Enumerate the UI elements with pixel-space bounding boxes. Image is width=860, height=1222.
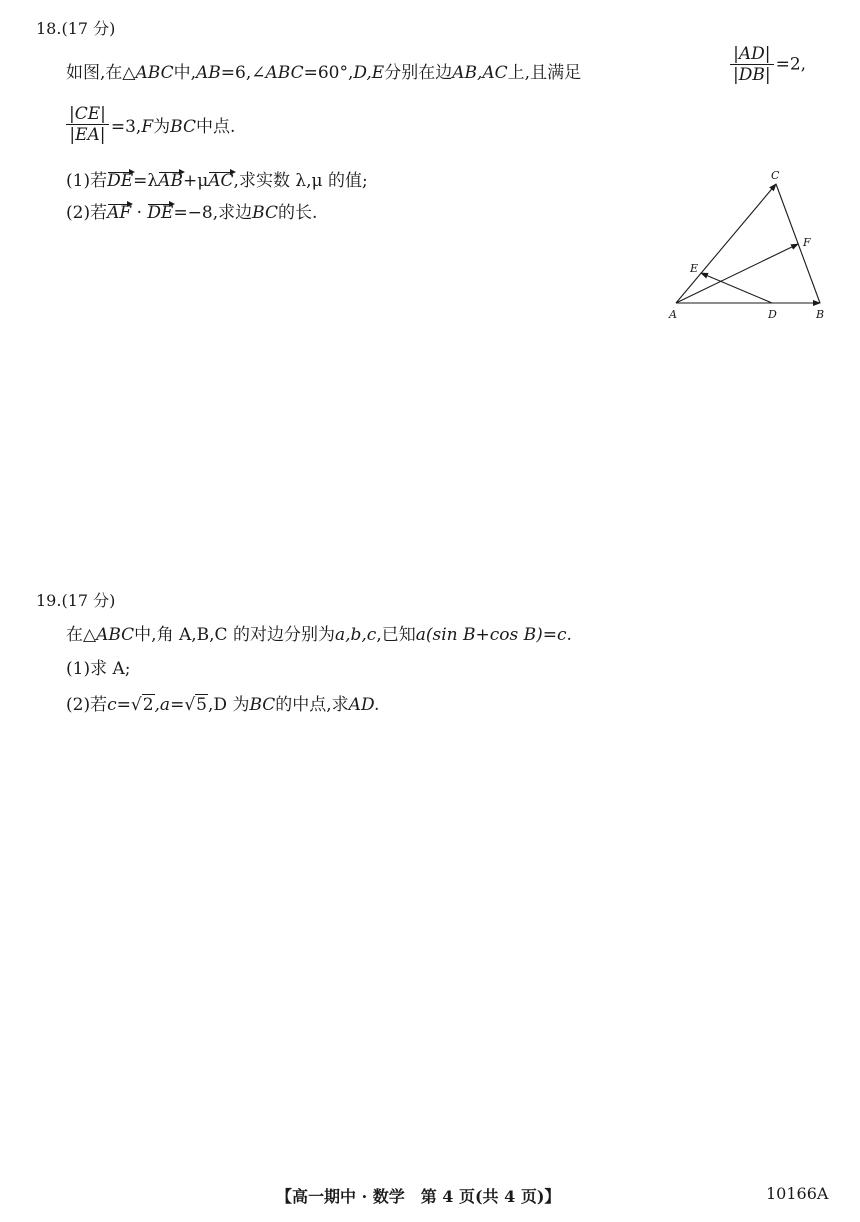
label-c: C bbox=[771, 169, 780, 182]
q18-part1: (1)若DE=λAB+μAC,求实数 λ,μ 的值; bbox=[66, 171, 368, 191]
vector-de bbox=[701, 273, 772, 303]
q18-statement-line1: 如图,在△ABC中,AB=6,∠ABC=60°,D,E分别在边AB,AC上,且满足 bbox=[66, 63, 582, 83]
q18-part2: (2)若AF · DE=−8,求边BC的长. bbox=[66, 203, 318, 223]
question-score: (17 分) bbox=[61, 591, 116, 610]
triangle-figure bbox=[660, 160, 840, 330]
q19-part2: (2)若c=√2,a=√5,D 为BC的中点,求AD. bbox=[66, 695, 380, 715]
label-a: A bbox=[669, 308, 677, 321]
q19-part1: (1)求 A; bbox=[66, 659, 131, 679]
label-d: D bbox=[768, 308, 777, 321]
paper-code: 10166A bbox=[766, 1184, 829, 1203]
label-b: B bbox=[816, 308, 825, 321]
q18-fraction-ad-db: $\frac{|AD|}{|DB|}$ =2, bbox=[728, 44, 806, 85]
question-18-header bbox=[36, 16, 115, 39]
question-19-header bbox=[36, 588, 115, 611]
label-e: E bbox=[690, 262, 699, 275]
label-f: F bbox=[803, 236, 811, 249]
question-score: (17 分) bbox=[61, 19, 116, 38]
page-footer-label: 【高一期中 · 数学 第 4 页(共 4 页)】 bbox=[276, 1187, 561, 1206]
question-number: 19. bbox=[36, 591, 62, 610]
segment-ac bbox=[676, 184, 776, 303]
q18-statement-line2: $\frac{|CE|}{|EA|}$ =3,F为BC中点. bbox=[64, 104, 235, 145]
segment-cb bbox=[776, 184, 820, 303]
question-number: 18. bbox=[36, 19, 62, 38]
q19-statement: 在△ABC中,角 A,B,C 的对边分别为a,b,c,已知a(sin B+cos B)=c. bbox=[66, 625, 572, 645]
